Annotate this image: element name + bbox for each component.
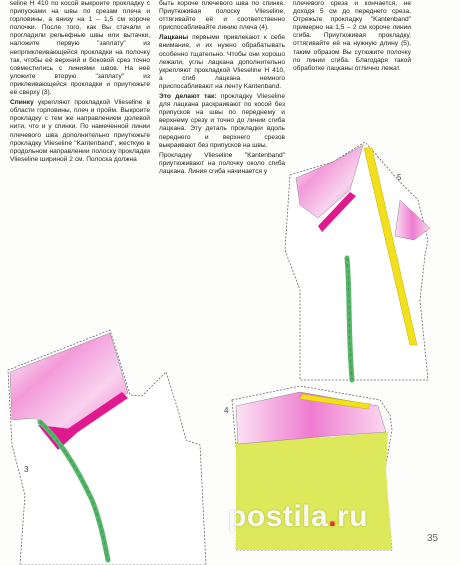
- figure-4-number: 4: [224, 406, 229, 415]
- paragraph-fold-line: плечевого среза и кончается, не доходя 5 см до переднего среза. Отрежьте прокладку "Kantenband" примерно на 1,5 – 2 см короче линии сгиба. Приутюживая прокладку, оттягивайте её на нужную длину (5), таким образом Вы сутюжите полочку по линии сгиба. Благодаря такой обработке лацканы отлично лежат.: [293, 0, 411, 72]
- heading-lapels: Лацканы: [159, 34, 189, 42]
- figure-5-lapel: [285, 142, 430, 380]
- figure-5-number: 5: [397, 173, 402, 182]
- paragraph-back-text: укрепляют прокладкой Vlieseline в области горловины, плеч и пройм. Выкроите прокладку с тем же направлением долевой нити, что и у спинки. По намеченной линии плечевого шва дополнительно приутюжьте прокладку Vlieseline "Kantenband", жесткую в продольном направлении полоску прокладки Vlieseline шириной 2 см. Полоска должна: [10, 99, 150, 163]
- figure-3-front: [8, 330, 206, 565]
- postila-watermark: postila.ru: [228, 500, 369, 533]
- paragraph-front-interfacing: seline H 410 по косой выкроите прокладку с припусками на швы по срезам плеча и горловины, а внизу на 1 – 1,5 см короче полочки. После того, как Вы стачали и прогладили рельефные швы или вытачки, наложите первую "заплату" из непрпиклеивающейся прокладки на полочку так, чтобы её верхний и боковой срез точно совместились с линиями швов. На неё уложите вторую "заплату" из приклеивающейся прокладки и приутюжьте её сверху (3).: [10, 0, 150, 97]
- figure-3-number: 3: [24, 465, 29, 474]
- heading-how-to: Это делают так:: [159, 93, 217, 101]
- paragraph-back-cont: быть короче плечевого шва по спинке. Приутюживая полоску Vlieseline, оттягивайте её и соответственно приспосабливайте линию плеча (4).: [159, 0, 285, 32]
- heading-back: Спинку: [10, 99, 34, 107]
- page-number: 35: [427, 533, 439, 544]
- paragraph-how-to-text: прокладку Vlieseline для лацкана раскраивают по косой без припусков на швы по переднему и верхнему срезу и точно до линии сгиба лацкана. Эту деталь прокладки вдоль переднего и верхнего срезов выкраивают без припусков на швы.: [159, 93, 286, 149]
- paragraph-kantenband: Прокладку Vlieseline "Kantenband" приутюживают на полочку около сгиба лацкана. Линия сгиба начинается у: [159, 151, 285, 175]
- paragraph-lapels-text: первыми привлекают к себе внимание, и их нужно обрабатывать особенно тщательно. Чтобы они хорошо лежали, углы лацкана дополнительно укрепляют прокладкой Vlieseline H 410, а сгиб лацкана немного приспосабливают на ленту Kantenband.: [159, 34, 285, 90]
